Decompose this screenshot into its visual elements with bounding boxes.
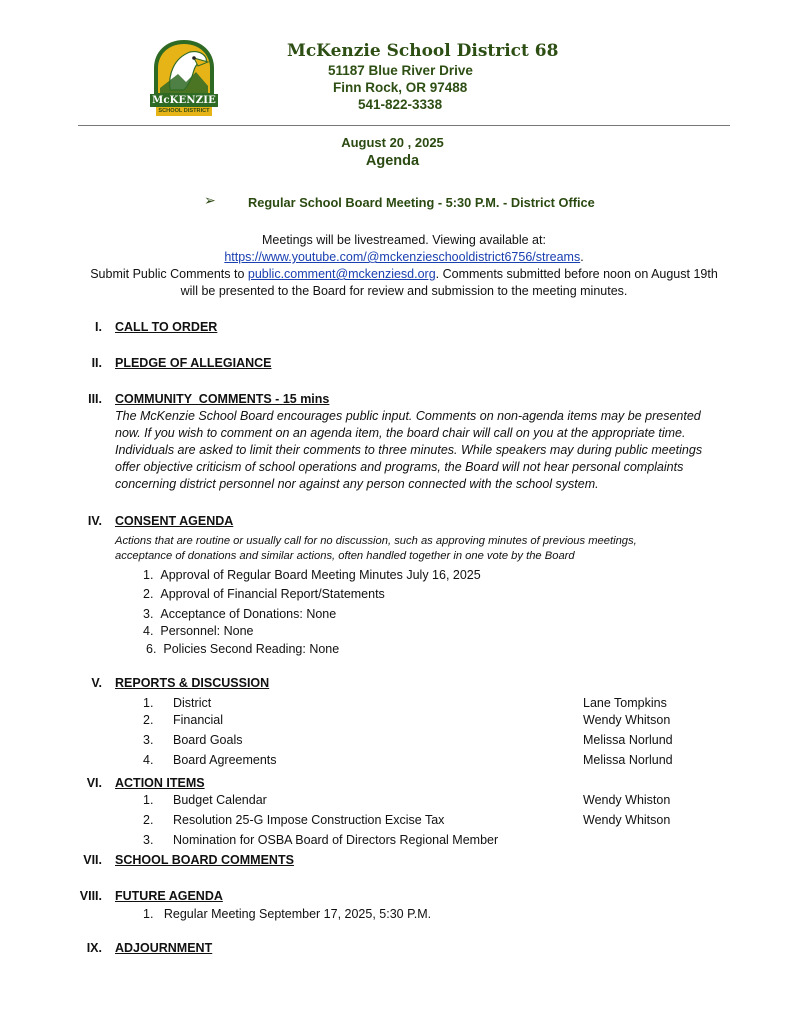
address-line2: Finn Rock, OR 97488 [333, 80, 468, 95]
report-item-text: Board Goals [173, 733, 243, 747]
report-item-number: 2. [143, 713, 154, 727]
action-item-number: 1. [143, 793, 154, 807]
district-logo [150, 38, 218, 118]
item-text: Personnel: None [160, 624, 254, 638]
section-4-number: IV. [87, 514, 102, 528]
report-item-text: District [173, 696, 212, 710]
comments-email-link[interactable]: public.comment@mckenziesd.org [247, 267, 436, 281]
eagle-crest-icon [150, 38, 218, 118]
agenda-title: Agenda [365, 153, 420, 169]
logo-wordmark: McKENZIE [152, 95, 216, 106]
report-item-text: Board Agreements [173, 753, 277, 767]
section-6-number: VI. [86, 776, 102, 790]
section-9-number: IX. [86, 941, 102, 955]
desc-line: concerning district personnel nor against any person connected with the school system. [115, 477, 599, 491]
section-5-title: REPORTS & DISCUSSION [115, 676, 270, 690]
desc-line: Individuals are asked to limit their comments to three minutes. While speakers may during public meetings [115, 443, 703, 457]
section-8-number: VIII. [79, 889, 102, 903]
header-divider [78, 125, 730, 126]
item-number: 1. [143, 907, 154, 921]
action-item-number: 2. [143, 813, 154, 827]
report-item-number: 1. [143, 696, 154, 710]
action-item-presenter: Wendy Whitson [583, 813, 671, 827]
report-item-presenter: Lane Tompkins [583, 696, 667, 710]
livestream-notice: Meetings will be livestreamed. Viewing available at: [262, 233, 546, 247]
action-item-number: 3. [143, 833, 154, 847]
desc-line: The McKenzie School Board encourages public input. Comments on non-agenda items may be presented [115, 409, 701, 423]
report-item-number: 4. [143, 753, 154, 767]
item-number: 1. [143, 568, 154, 582]
comments-prefix: Submit Public Comments to [90, 267, 248, 281]
section-3-title: COMMUNITY COMMENTS - 15 mins [115, 392, 330, 406]
section-3-description [115, 408, 735, 493]
arrow-icon: ➢ [204, 193, 216, 209]
section-1-title: CALL TO ORDER [115, 320, 218, 334]
section-1-number: I. [95, 320, 102, 334]
section-6-title: ACTION ITEMS [115, 776, 205, 790]
phone-number: 541-822-3338 [358, 97, 443, 112]
report-item-number: 3. [143, 733, 154, 747]
section-9-title: ADJOURNMENT [115, 941, 213, 955]
comments-suffix: . Comments submitted before noon on August 19th [435, 267, 718, 281]
section-3-number: III. [88, 392, 102, 406]
item-text: Approval of Regular Board Meeting Minutes July 16, 2025 [160, 568, 481, 582]
action-item-text: Nomination for OSBA Board of Directors Regional Member [173, 833, 499, 847]
section-4-description [115, 534, 715, 564]
livestream-link[interactable]: https://www.youtube.com/@mckenzieschooldistrict6756/streams [224, 250, 581, 264]
report-item-presenter: Melissa Norlund [583, 733, 673, 747]
consent-item [143, 623, 254, 639]
consent-item [143, 586, 385, 602]
consent-item [143, 606, 336, 622]
report-item-presenter: Wendy Whitson [583, 713, 671, 727]
comments-line [0, 266, 785, 282]
item-text: Regular Meeting September 17, 2025, 5:30 P.M. [163, 907, 432, 921]
livestream-line [0, 249, 785, 265]
report-item-text: Financial [173, 713, 224, 727]
action-item-text: Resolution 25-G Impose Construction Excise Tax [173, 813, 445, 827]
section-8-title: FUTURE AGENDA [115, 889, 223, 903]
action-item-presenter: Wendy Whiston [583, 793, 671, 807]
section-5-number: V. [91, 676, 102, 690]
item-number: 4. [143, 624, 154, 638]
item-number: 6. [146, 642, 157, 656]
comments-line-2: will be presented to the Board for review and submission to the meeting minutes. [180, 284, 628, 298]
action-item-text: Budget Calendar [173, 793, 267, 807]
desc-line: offer objective criticism of school operations and programs, the Board will not hear personal complaints [115, 460, 684, 474]
future-item [143, 906, 431, 922]
item-text: Acceptance of Donations: None [160, 607, 337, 621]
section-7-title: SCHOOL BOARD COMMENTS [115, 853, 294, 867]
desc-line: Actions that are routine or usually call for no discussion, such as approving minutes of previous meetings, [115, 535, 637, 547]
item-text: Policies Second Reading: None [163, 642, 340, 656]
address-line1: 51187 Blue River Drive [328, 63, 473, 78]
desc-line: acceptance of donations and similar actions, often handled together in one vote by the Board [115, 550, 575, 562]
section-4-title: CONSENT AGENDA [115, 514, 234, 528]
item-number: 2. [143, 587, 154, 601]
meeting-date: August 20 , 2025 [341, 135, 444, 150]
desc-line: now. If you wish to comment on an agenda item, the board chair will call on you at the appropriate time. [115, 426, 686, 440]
logo-subtext: SCHOOL DISTRICT [158, 108, 210, 114]
livestream-period: . [580, 250, 584, 264]
consent-item [146, 641, 339, 657]
item-text: Approval of Financial Report/Statements [160, 587, 385, 601]
section-2-number: II. [91, 356, 102, 370]
meeting-subtitle: Regular School Board Meeting - 5:30 P.M. - District Office [248, 195, 595, 210]
report-item-presenter: Melissa Norlund [583, 753, 673, 767]
section-7-number: VII. [83, 853, 102, 867]
consent-item [143, 567, 481, 583]
item-number: 3. [143, 607, 154, 621]
section-2-title: PLEDGE OF ALLEGIANCE [115, 356, 272, 370]
district-name: McKenzie School District 68 [287, 41, 559, 61]
